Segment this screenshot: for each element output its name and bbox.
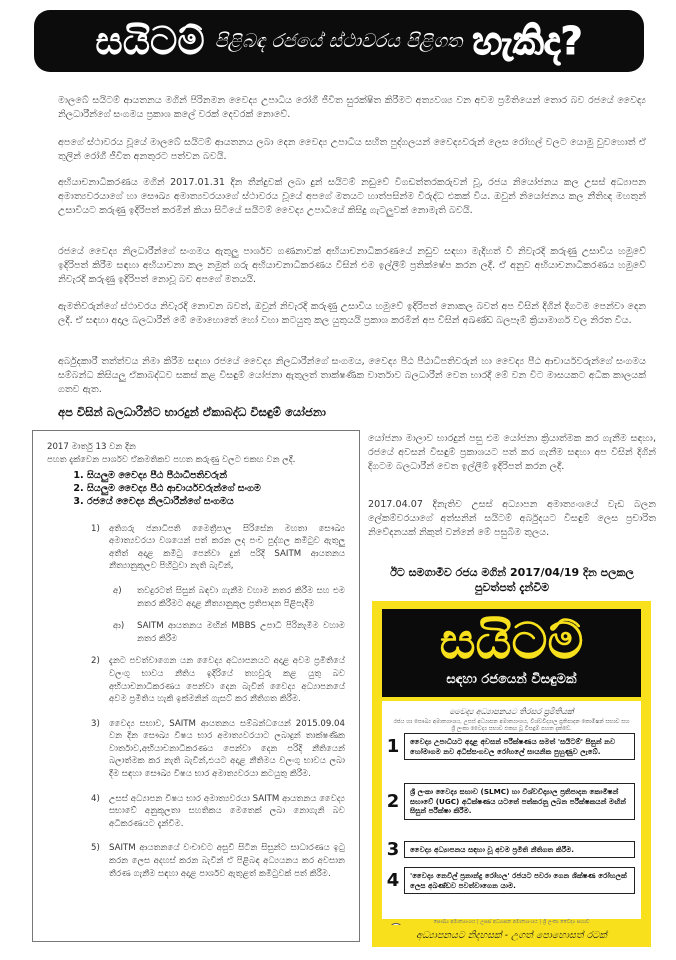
paragraph-3: අභියාචනාධිකරණය මගින් 2017.01.31 දින තීන්දුවක් ලබා දුන් සයිටම් නඩුවේ විගඩත්තරකරුවන් වූ, රජය නියෝජනය කල උසස් අධ්‍යාපන අමාත්‍යවරයාගේ හා සෞඛ්‍ය අමාත්‍යවරයාගේ ස්ථාවරය වූයේ අපගේ මතයට හාත්පසින්ම විරුද්ධ එකක් විය. ඔවුන් නියෝජනය කල නීතිඥ මහතුන් උසාවියට කරුණු ඉදිරිපත් කරමින් කියා සිටියේ සයිටම් වෛද්‍ය උපාධියේ කිසිදු ගැටලුවක් නොමැති බවයි. — [58, 177, 646, 217]
poster-point-number: 3 — [386, 839, 400, 860]
memo-org: 1. සියලුම වෛද්‍ය පීඨ පීඨාධිපතිවරුන් — [87, 470, 345, 483]
memo-item-number: අ) — [113, 585, 122, 596]
poster-slogan: අධ්‍යාපනයට නිදහසක් - උගත් පොහොසත් රටක් — [372, 925, 651, 947]
poster-caption: ඊට සමගාමීව රජය මගින් 2017/04/19 දින පලකල පුවත්පත් දැන්වීම — [390, 566, 634, 594]
poster-point-text: ශ්‍රී ලංකා වෛද්‍ය සභාව (SLMC) හා විශ්වවිද්‍යාල ප්‍රතිපාදන කොමිෂන් සභාවේ (UGC) අධීක්ෂණය යටතේ පත්කරනු ලබන පරීක්ෂකයන් මඟින් සිසුන් පරීක්ෂා කිරීම. — [404, 783, 635, 820]
memo-organisations — [87, 470, 345, 508]
memo-item-number: 1) — [91, 523, 100, 534]
banner-question: හැකිද? — [472, 19, 583, 63]
memo-item — [47, 523, 345, 573]
poster-headline: සයිටම් — [439, 612, 584, 670]
memo-org: 2. සියලුම වෛද්‍ය පීඨ ආචාර්යවරුන්ගේ සංගම — [87, 483, 345, 496]
right-paragraph-2: 2017.04.07 දිනැතිව උසස් අධ්‍යාපන අමාත්‍යංශයේ වැඩ බලන ලේකම්වරයාගේ අත්සනින් සයිටම් අර්බුදයට විසඳුම් ලෙස ප්‍රචාරිත නිවේදනයක් නිකුත් වන්නේ මේ පසුබිම තුලය. — [368, 499, 656, 539]
paragraph-6: අර්බුදකාරී තත්ත්වය නිමා කිරීම සඳහා රජයේ වෛද්‍ය නිලධාරීන්ගේ සංගමය, වෛද්‍ය පීඨ පීඨාධිපතිවරුන් හා වෛද්‍ය පීඨ ආචාර්යවරුන්ගේ සංගමය සම්බන්ධ කිසියලු ඒකාබද්ධව සකස් කළ විසඳුම් යෝජනා ඇතුලත් තාක්ෂණික වාර්තාව බලධාරීන් වෙත භාරදී මේ වන විට මාසයකට අධික කාලයක් ගතව ඇත. — [58, 356, 646, 396]
poster-box-smalltext: රජය හා සෞඛ්‍ය අමාත්‍යාංශය, උසස් අධ්‍යාපන අමාත්‍යාංශය, විශ්වවිද්‍යාල ප්‍රතිපාදන කොමිෂන් සභාව සහ ශ්‍රී ලංකා වෛද්‍ය සභාව එකඟ වූ විසඳුම් පහත දැක්වේ. — [393, 719, 630, 732]
poster-header — [382, 609, 641, 697]
memo-item — [47, 655, 345, 705]
section-subheading: අප විසින් බලධාරීන්ට භාරදුන් ඒකාබද්ධ විසඳුම් යෝජනා — [58, 405, 326, 419]
memo-item-text: තවදුරටත් සිසුන් බඳවා ගැනීම වහාම නතර කිරීම සහ එම නතර කිරීමට අදාළ නීත්‍යානුකූල ප්‍රතිපාදන පිළිපැදීම — [137, 585, 345, 609]
banner-middle-text: පිළිබඳ රජයේ ස්ථාවරය පිළිගත — [214, 30, 463, 52]
memo-date: 2017 මාර්තු 13 වන දින — [47, 442, 136, 452]
poster-point-number: 4 — [386, 870, 400, 892]
headline-banner — [34, 10, 644, 72]
memo-subitem — [47, 620, 345, 645]
poster-point-number: 1 — [386, 736, 400, 758]
memo-item-text: දැනට පවත්වාගෙන යන වෛද්‍ය අධ්‍යාපනයට අදාළ අවම ප්‍රමිතියේ වලංගු භාවය නීතිය ඉදිරියේ තහවුරු කළ යුතු බව අභියාචනාධිකරණය පෙන්වා දෙන බැවින් වෛද්‍ය අධ්‍යාපනයේ අවම ප්‍රමිතිය හැකි ඉක්මනින් ගැසට් කර නීතිගත කිරීම. — [109, 656, 345, 705]
poster-point-number: 2 — [386, 790, 400, 812]
poster-point — [382, 733, 641, 760]
banner-word-saitm: සයිටම් — [95, 19, 205, 63]
poster-point-text: 'වෛද්‍ය නෙවිල් ප්‍රනාන්දු රෝහල' රජයට පවරා ගෙන ශික්ෂණ රෝහලක් ලෙස අඛණ්ඩව පවත්වාගෙන යාම. — [404, 867, 635, 894]
paragraph-4: රජයේ වෛද්‍ය නිලධාරීන්ගේ සංගමය ඇතුලු පාර්ශව ගණනාවක් අභියාචනාධිකරණයේ නඩුව සඳහා මැදිහත් වී නිවැරදි කරුණු උසාවිය හමුවේ ඉදිරිපත් කිරීම සඳහා අභියාචනා කල නමුත් ගරු අභියාචනාධිකරණය විසින් එම ඉල්ලීම් ප්‍රතික්ෂේප කරන ලදී. ඒ අනුව අභියාචනාධිකරණය හමුවේ නිවැරදි කරුණු ඉදිරිපත් නොවූ බව අපගේ මතයයි. — [58, 246, 646, 286]
poster-point-text: වෛද්‍ය උපාධියට අදාළ අවසන් පරීක්ෂණය සමත් 'සයිටම්' සිසුන් නව හෝමාගම නව අධිස්සංගවල රෝහලේ සායනික පුහුණුව ලැබේ. — [404, 733, 635, 760]
memo-item — [47, 718, 345, 781]
memo-org: 3. රජයේ වෛද්‍ය නිලධාරීන්ගේ සංගමය — [87, 496, 345, 509]
newspaper-advertisement — [372, 601, 651, 947]
memo-item-number: 5) — [91, 843, 100, 854]
memo-intro: පහත දැක්වෙන පාර්ශව ඒකමතිකව පහත කරුණු වලට එකඟ වන ලදී. — [47, 454, 296, 465]
memo-item-number: ආ) — [113, 621, 125, 632]
poster-point — [382, 839, 641, 860]
memo-item-number: 3) — [91, 718, 100, 729]
paragraph-5: ඇමතිවරුන්ගේ ස්ථාවරය නිවැරදි නොවන බවත්, ඔවුන් නිවැරදි කරුණු උසාවිය හමුවේ ඉදිරිපත් නොකල බවත් අප විසින් දිගින් දිගටම පෙන්වා දෙන ලදී. ඒ සඳහා අදාල බලධාරීන් මේ මොහොතේ හෝ වහා කටයුතු කල යුතුයයි ප්‍රකාශ කරමින් අප විසින් අඛණ්ඩ බලපෑම් ක්‍රියාමාර්ග වල නිරත විය. — [58, 301, 646, 327]
poster-points-box — [382, 701, 641, 919]
joint-proposal-memo — [32, 430, 360, 942]
poster-point-text: වෛද්‍ය අධ්‍යාපනය සඳහා වූ අවම ප්‍රමිති නීතිගත කිරීම. — [404, 841, 635, 859]
memo-item-text: වෛද්‍ය සභාව, SAITM ආයතනය සම්බන්ධයෙන් 2015.09.04 වන දින සෞඛ්‍ය විෂය භාර අමාත්‍යවරයාට ලබාදුන් තාක්ෂණික වාර්තාව,අභියාචනාධිකරණය පෙන්වා දෙන පරිදි නීතියෙන් බලාත්මක කර නැති බැවින්,එයට අදාළ නීතිමය වලංගු භාවය ලබා දීම සඳහා සෞඛ්‍ය විෂය භාර අමාත්‍යවරයා කටයුතු කිරීම. — [109, 718, 345, 780]
memo-item-text: උසස් අධ්‍යාපන විෂය භාර අමාත්‍යවරයා SAITM ආයතනය වෛද්‍ය සභාවේ අනුකූලතා සහතිකය මෙතෙක් ලබා නොගැනි බව අධිකරණයට දැන්වීම. — [109, 793, 345, 829]
right-paragraph-1: යෝජනා මාලාව භාරදුන් පසු එම යෝජනා ක්‍රියාත්මක කර ගැනීම සඳහා, රජයේ අවසන් විසඳුම් ප්‍රකාශයට පත් කර ගැනීම සඳහා අප විසින් දිගින් දිගටම බලධාරීන් වෙත ඉල්ලීම් ඉදිරිපත් කරන ලදී. — [368, 433, 656, 473]
paragraph-2: අපගේ ස්ථාවරය වූයේ මාලබේ සයිටම් ආයතනය ලබා දෙන වෛද්‍ය උපාධිය සහිත පුද්ගලයන් වෛද්‍යවරුන් ලෙස රෝහල් වලට යොමු වුවහොත් ඒ තුලින් රෝගී ජීවිත අනතුරට පත්වන බවයි. — [58, 137, 646, 163]
poster-point — [382, 867, 641, 894]
memo-item — [47, 842, 345, 880]
memo-item-text: අතිගරු ජනාධිපති මෛත්‍රීපාල සිරිසේන මහතා සෞඛ්‍ය අමාත්‍යවරයා වශයෙන් පත් කරන ලද පංච පුද්ගල කමිටුව ඇතුලු අතීත් අදාළ කමිටු පෙන්වා දුන් පරිදි SAITM ආයතනය නීත්‍යානුකූලව පිහිටුවා නැති බැවින්, — [109, 523, 345, 572]
memo-item-number: 4) — [91, 793, 100, 804]
poster-subheadline: සඳහා රජයෙන් විසඳුමක් — [446, 672, 577, 687]
poster-footer-smalltext: සෞඛ්‍ය අමාත්‍යාංශය | උසස් අධ්‍යාපන අමාත්‍යාංශය | ශ්‍රී ලංකා වෛද්‍ය සභාව — [433, 919, 590, 925]
poster-box-heading: වෛද්‍ය අධ්‍යාපනයට තිරසර ප්‍රමිතියක් — [449, 707, 574, 716]
memo-item-number: 2) — [91, 656, 100, 667]
memo-item — [47, 793, 345, 831]
memo-subitem — [47, 585, 345, 610]
poster-point — [382, 783, 641, 820]
memo-item-text: SAITM ආයතනයේ වංචාවට අසුවී සිටින සිසුන්ට සාධාරණය ඉටු කරන ලෙස අදහස් කරන බැවින් ඒ පිළිබඳ අධ්‍යයනය කර අවසාන තීරණ ගැනීම සඳහා අදාළ පාර්ශව ඇතුළත් කමිටුවක් පත් කිරීම. — [109, 843, 345, 879]
paragraph-1: මාලබේ සයිටම් ආයතනය මගින් පිරිනමන වෛද්‍ය උපාධිය රෝගී ජීවිත සුරක්ෂිත කිරීමට අත්‍යවශ්‍ය වන අවම ප්‍රමිතියෙන් තොර බව රජයේ වෛද්‍ය නිලධාරීන්ගේ සංගමය ප්‍රකාශ කලේ වරක් දෙවරක් නොවේ. — [58, 95, 646, 121]
memo-item-text: SAITM ආයතනය මඟින් MBBS උපාධි පිරිනැමීම වහාම නතර කිරීම — [137, 621, 345, 644]
